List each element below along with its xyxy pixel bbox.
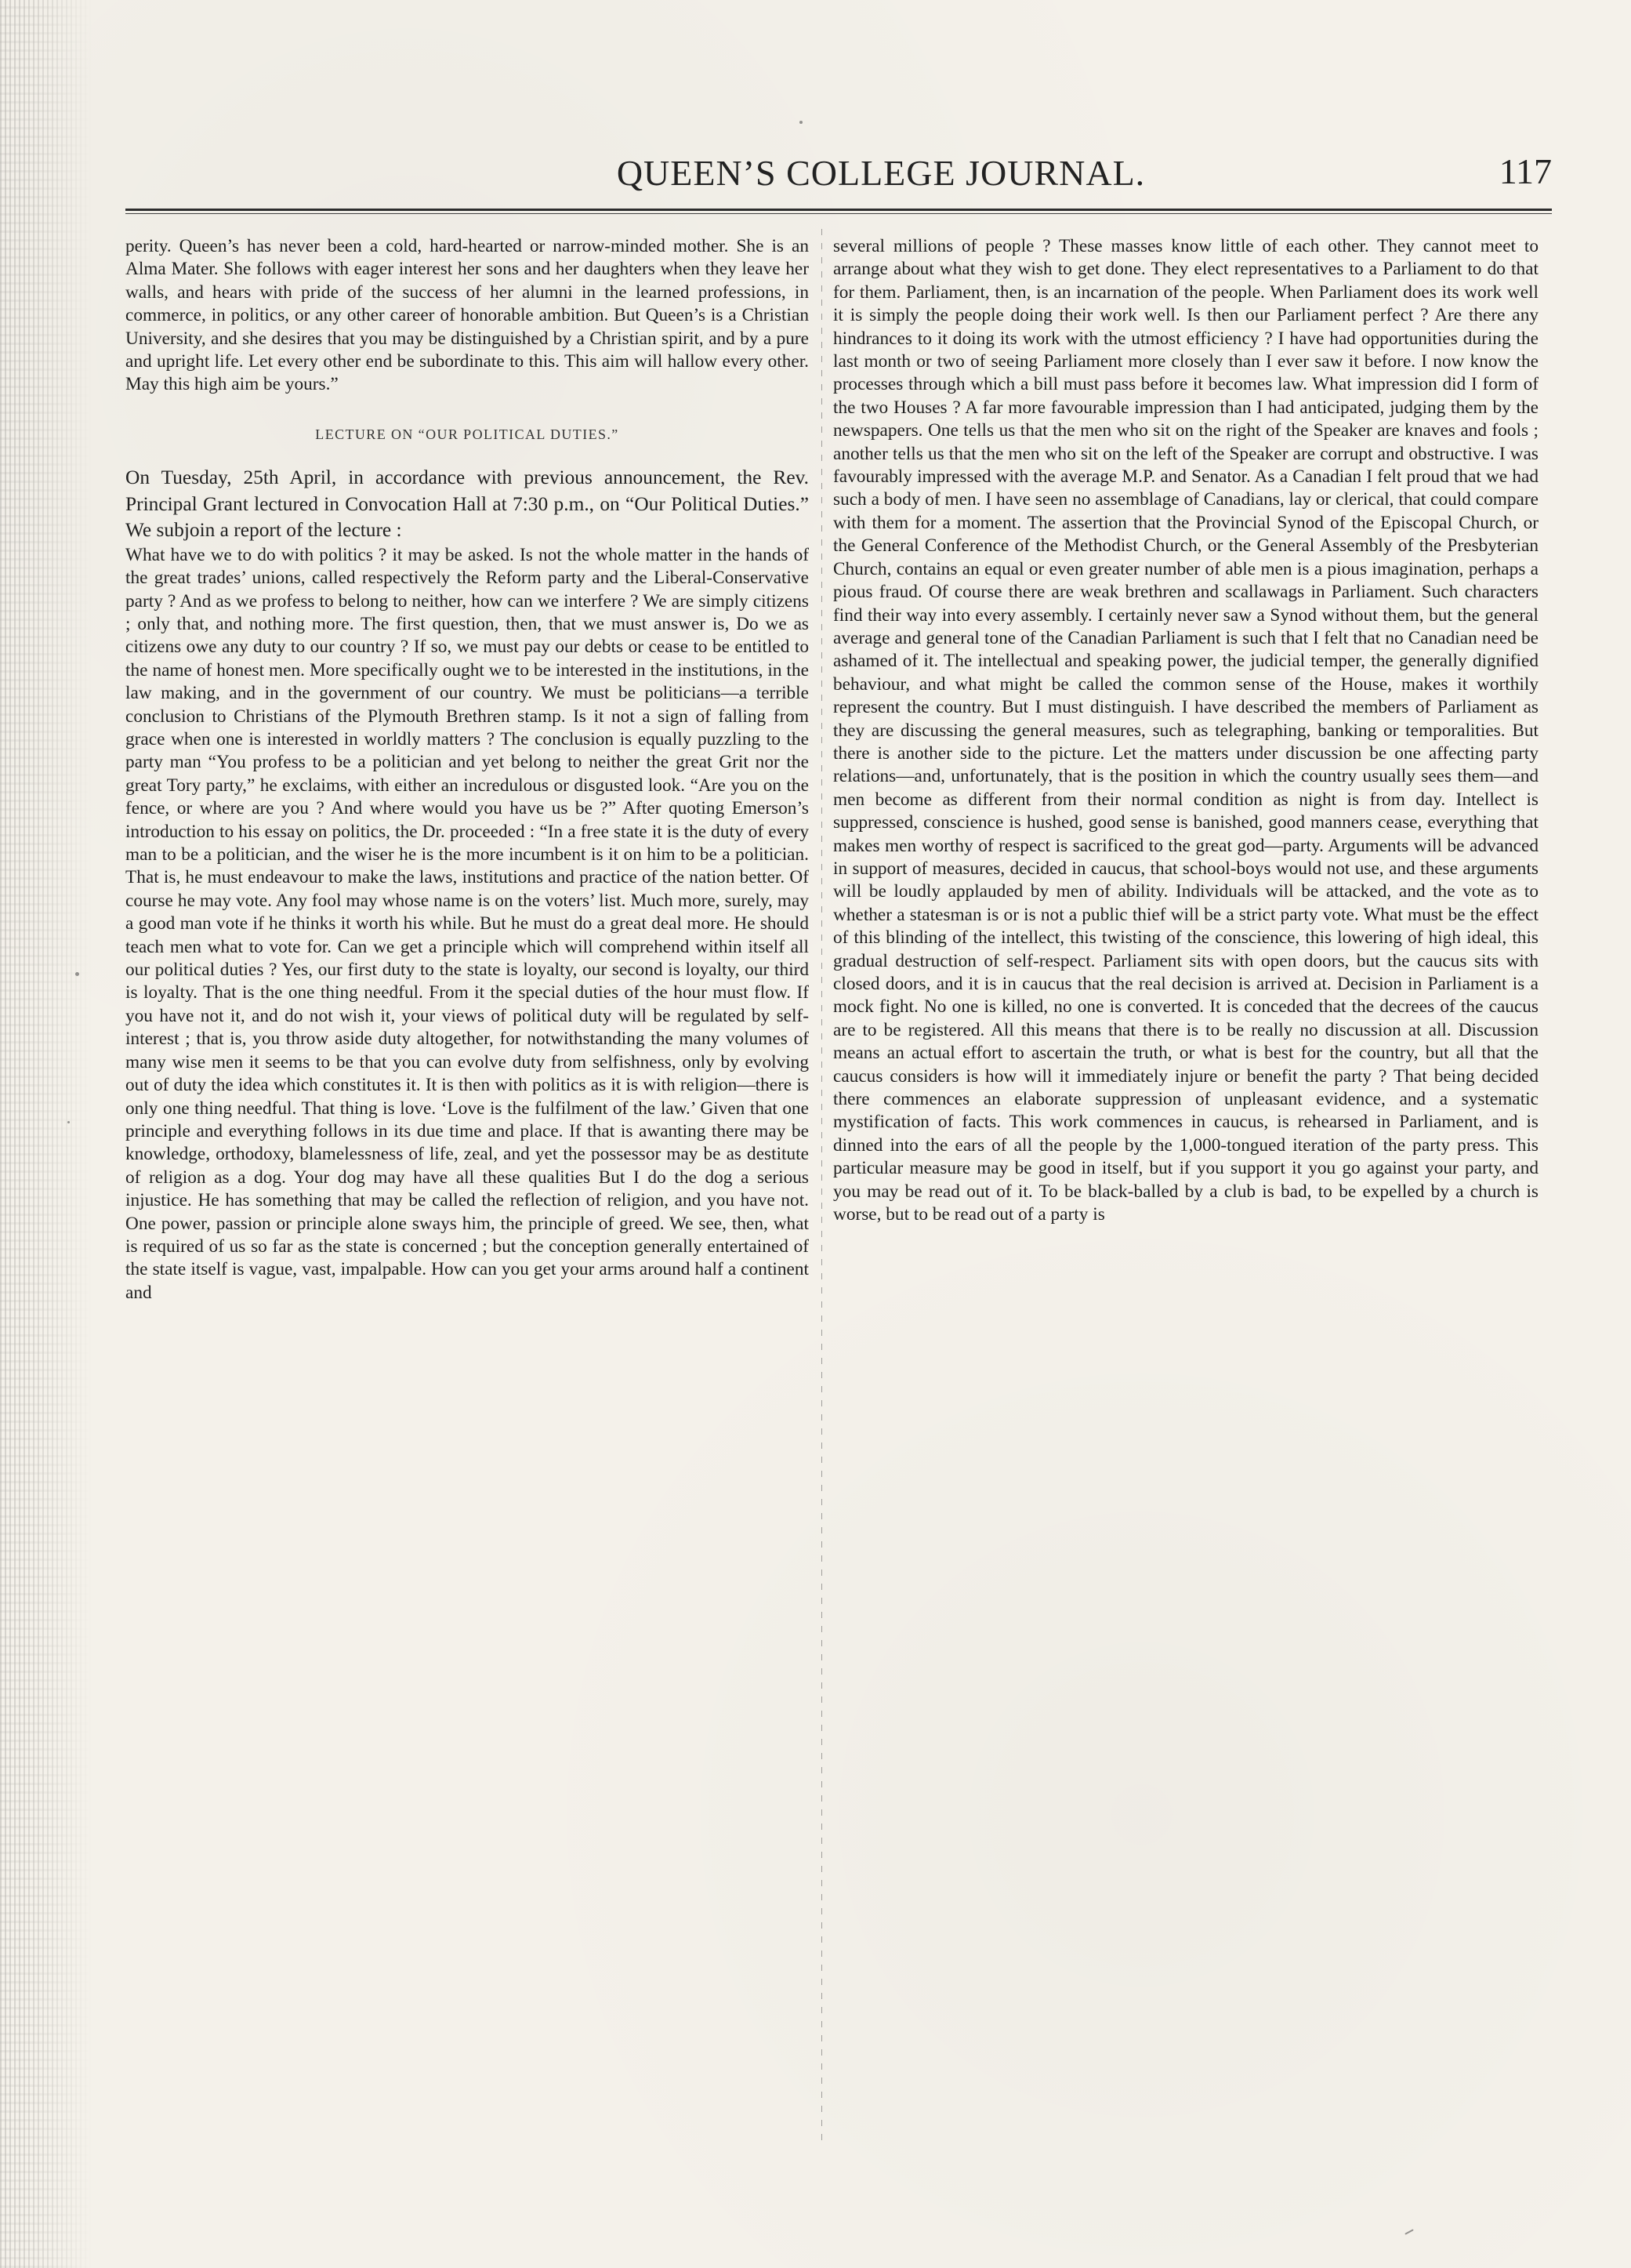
scan-speck bbox=[75, 972, 79, 976]
right-column bbox=[833, 235, 1539, 2125]
left-column bbox=[125, 235, 809, 2125]
scan-edge-noise bbox=[0, 0, 94, 2268]
header-rule-top bbox=[125, 209, 1552, 211]
column-divider bbox=[821, 229, 822, 2142]
scan-speck bbox=[799, 121, 803, 124]
right-body-paragraph: several millions of people ? These masses know little of each other. They cannot meet to arrange about what they wish to get done. They elect representatives to a Parliament to do that for them. Parliament, then, is an incarnation of the people. When Parliament does its work well it is simply the people doing their work well. Is then our Parliament perfect ? Are there any hindrances to it doing its work with the utmost efficiency ? I have had opportunities during the last month or two of seeing Parliament more closely than I ever saw it before. I now know the processes through which a bill must pass before it becomes law. What impression did I form of the two Houses ? A far more favourable impression than I had anticipated, judging them by the newspapers. One tells us that the men who sit on the right of the Speaker are knaves and fools ; another tells us that the men who sit on the left of the Speaker are corrupt and obstructive. I was favourably impressed with the average M.P. and Senator. As a Canadian I felt proud that we had such a body of men. I have seen no assemblage of Canadians, lay or clerical, that could compare with them for a moment. The assertion that the Provincial Synod of the Episcopal Church, or the General Conference of the Methodist Church, or the General Assembly of the Presbyterian Church, contains an equal or even greater number of able men is a pious imagination, perhaps a pious fraud. Of course there are weak brethren and scallawags in Parliament. Such characters find their way into every assembly. I certainly never saw a Synod without them, but the general average and general tone of the Canadian Parliament is such that I felt that no Canadian need be ashamed of it. The intellectual and speaking power, the judicial temper, the generally dignified behaviour, and what might be called the common sense of the House, makes it worthily represent the country. But I must distinguish. I have described the members of Parliament as they are discussing the general measures, such as telegraphing, banking or temporalities. But there is another side to the picture. Let the matters under discussion be one affecting party relations—and, unfortunately, that is the position in which the country usually sees them—and men become as different from their normal condition as night is from day. Intellect is suppressed, conscience is hushed, good sense is banished, good manners cease, everything that makes men worthy of respect is sacrificed to the great god—party. Arguments will be advanced in support of measures, decided in caucus, that school-boys would not use, and these arguments will be loudly applauded by men of ability. Individuals will be attacked, and the vote as to whether a statesman is or is not a public thief will be a strict party vote. What must be the effect of this blinding of the intellect, this twisting of the conscience, this lowering of high ideal, this gradual destruction of self-respect. Parliament sits with open doors, but the caucus sits with closed doors, and it is in caucus that the real decision is arrived at. Decision in Parliament is a mock fight. No one is killed, no one is converted. It is conceded that the decrees of the caucus are to be registered. All this means that there is to be really no discussion at all. Discussion means an actual effort to ascertain the truth, or what is best for the country, but all that the caucus considers is how will it immediately injure or benefit the party ? That being decided there commences an elaborate suppression of unpleasant evidence, and a systematic mystification of facts. This work commences in caucus, is rehearsed in Parliament, and is dinned into the ears of all the people by the 1,000-tongued iteration of the party press. This particular measure may be good in itself, but if you support it you go against your party, and you may be read out of it. To be black-balled by a club is bad, to be expelled by a church is worse, but to be read out of a party is bbox=[833, 236, 1539, 1225]
left-opening-paragraph: perity. Queen’s has never been a cold, hard-hearted or narrow-minded mother. She is an Alma Mater. She follows with eager interest her sons and her daughters when they leave her walls, and hears with pride of the success of her alumni in the learned professions, in commerce, in politics, or any other career of honorable ambition. But Queen’s is a Christian University, and she desires that you may be distinguished by a Christian spirit, and by a pure and upright life. Let every other end be subordinate to this. This aim will hallow every other. May this high aim be yours.” bbox=[125, 236, 809, 395]
lecture-announcement: On Tuesday, 25th April, in accordance with previous announcement, the Rev. Principal Grant lectured in Convocation Hall at 7:30 p.m., on “Our Political Duties.” We subjoin a report of the lecture : bbox=[125, 466, 809, 542]
journal-title: QUEEN’S COLLEGE JOURNAL. bbox=[616, 153, 1146, 193]
lecture-heading: LECTURE ON “OUR POLITICAL DUTIES.” bbox=[315, 426, 619, 442]
header-rule-bottom bbox=[125, 213, 1552, 214]
page-header bbox=[125, 144, 1552, 207]
scan-speck bbox=[67, 1121, 70, 1123]
scan-mark bbox=[1404, 2229, 1414, 2234]
left-body-paragraph: What have we to do with politics ? it may be asked. Is not the whole matter in the hands of the great trades’ unions, called respectively the Reform party and the Liberal-Conservative party ? And as we profess to belong to neither, how can we interfere ? We are simply citizens ; only that, and nothing more. The first question, then, that we must answer is, Do we as citizens owe any duty to our country ? If so, we must pay our debts or cease to be entitled to the name of honest men. More specifically ought we to be interested in the institutions, in the law making, and in the government of our country. We must be politicians—a terrible conclusion to Christians of the Plymouth Brethren stamp. Is it not a sign of falling from grace when one is interested in worldly matters ? The conclusion is equally puzzling to the party man “You profess to be a politician and yet belong to neither the great Grit nor the great Tory party,” he exclaims, with either an incredulous or disgusted look. “Are you on the fence, or where are you ? And where would you have us be ?” After quoting Emerson’s introduction to his essay on politics, the Dr. proceeded : “In a free state it is the duty of every man to be a politician, and the wiser he is the more incumbent is it on him to be a politician. That is, he must endeavour to make the laws, institutions and practice of the nation better. Of course he may vote. Any fool may whose name is on the voters’ list. Much more, surely, may a good man vote if he thinks it worth his while. But he must do a great deal more. He should teach men what to vote for. Can we get a principle which will comprehend within itself all our political duties ? Yes, our first duty to the state is loyalty, our second is loyalty, our third is loyalty. That is the one thing needful. From it the special duties of the hour must flow. If you have not it, and do not wish it, your views of political duty will be regulated by self-interest ; that is, you throw aside duty altogether, for notwithstanding the many volumes of many wise men it seems to be that you can evolve duty from selfishness, only by evolving out of duty the idea which constitutes it. It is then with politics as it is with religion—there is only one thing needful. That thing is love. ‘Love is the fulfilment of the law.’ Given that one principle and everything follows in its due time and place. If that is awanting there may be knowledge, orthodoxy, blamelessness of life, zeal, and yet the possessor may be as destitute of religion as a dog. Your dog may have all these qualities But I do the dog a serious injustice. He has something that may be called the reflection of religion, and you have not. One power, passion or principle alone sways him, the principle of greed. We see, then, what is required of us so far as the state is concerned ; but the conception generally entertained of the state itself is vague, vast, impalpable. How can you get your arms around half a continent and bbox=[125, 544, 809, 1303]
page-number: 117 bbox=[1499, 151, 1552, 191]
